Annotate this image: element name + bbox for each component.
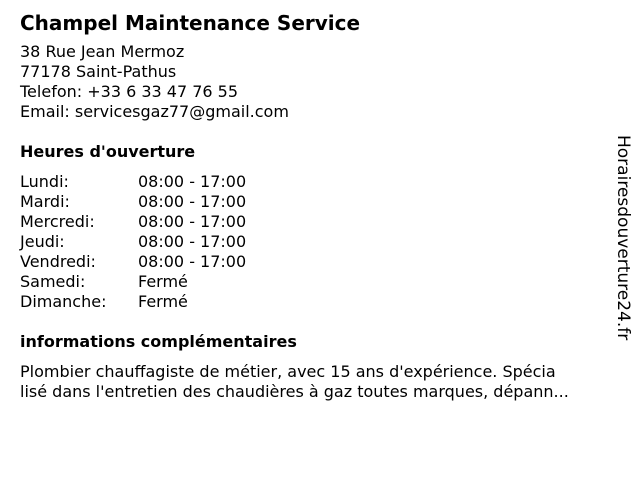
hours-day: Mercredi: [20,212,95,231]
business-name: Champel Maintenance Service [20,11,361,35]
hours-value: 08:00 - 17:00 [138,212,247,231]
hours-title: Heures d'ouverture [20,142,196,161]
info-title: informations complémentaires [20,332,297,351]
contact-block [20,42,610,122]
hours-value: Fermé [138,272,188,291]
hours-value: Fermé [138,292,188,311]
phone-number: Telefon: +33 6 33 47 76 55 [20,82,239,101]
address-city: 77178 Saint-Pathus [20,62,177,81]
business-card [20,10,610,402]
hours-day: Dimanche: [20,292,107,311]
hours-row-saturday [20,272,610,292]
site-watermark: Horairesdouverture24.fr [613,135,633,341]
hours-day: Lundi: [20,172,69,191]
hours-value: 08:00 - 17:00 [138,252,247,271]
hours-table [20,172,610,312]
hours-row-thursday [20,232,610,252]
hours-value: 08:00 - 17:00 [138,172,247,191]
hours-row-sunday [20,292,610,312]
hours-day: Vendredi: [20,252,96,271]
hours-value: 08:00 - 17:00 [138,232,247,251]
hours-value: 08:00 - 17:00 [138,192,247,211]
address-street: 38 Rue Jean Mermoz [20,42,185,61]
hours-row-tuesday [20,192,610,212]
hours-day: Mardi: [20,192,70,211]
info-text [20,362,610,402]
hours-row-wednesday [20,212,610,232]
info-line-1: Plombier chauffagiste de métier, avec 15 ans d'expérience. Spécia [20,362,556,381]
hours-row-friday [20,252,610,272]
hours-day: Samedi: [20,272,86,291]
hours-row-monday [20,172,610,192]
info-line-2: lisé dans l'entretien des chaudières à gaz toutes marques, dépann... [20,382,569,401]
hours-day: Jeudi: [20,232,65,251]
email-address: Email: servicesgaz77@gmail.com [20,102,289,121]
